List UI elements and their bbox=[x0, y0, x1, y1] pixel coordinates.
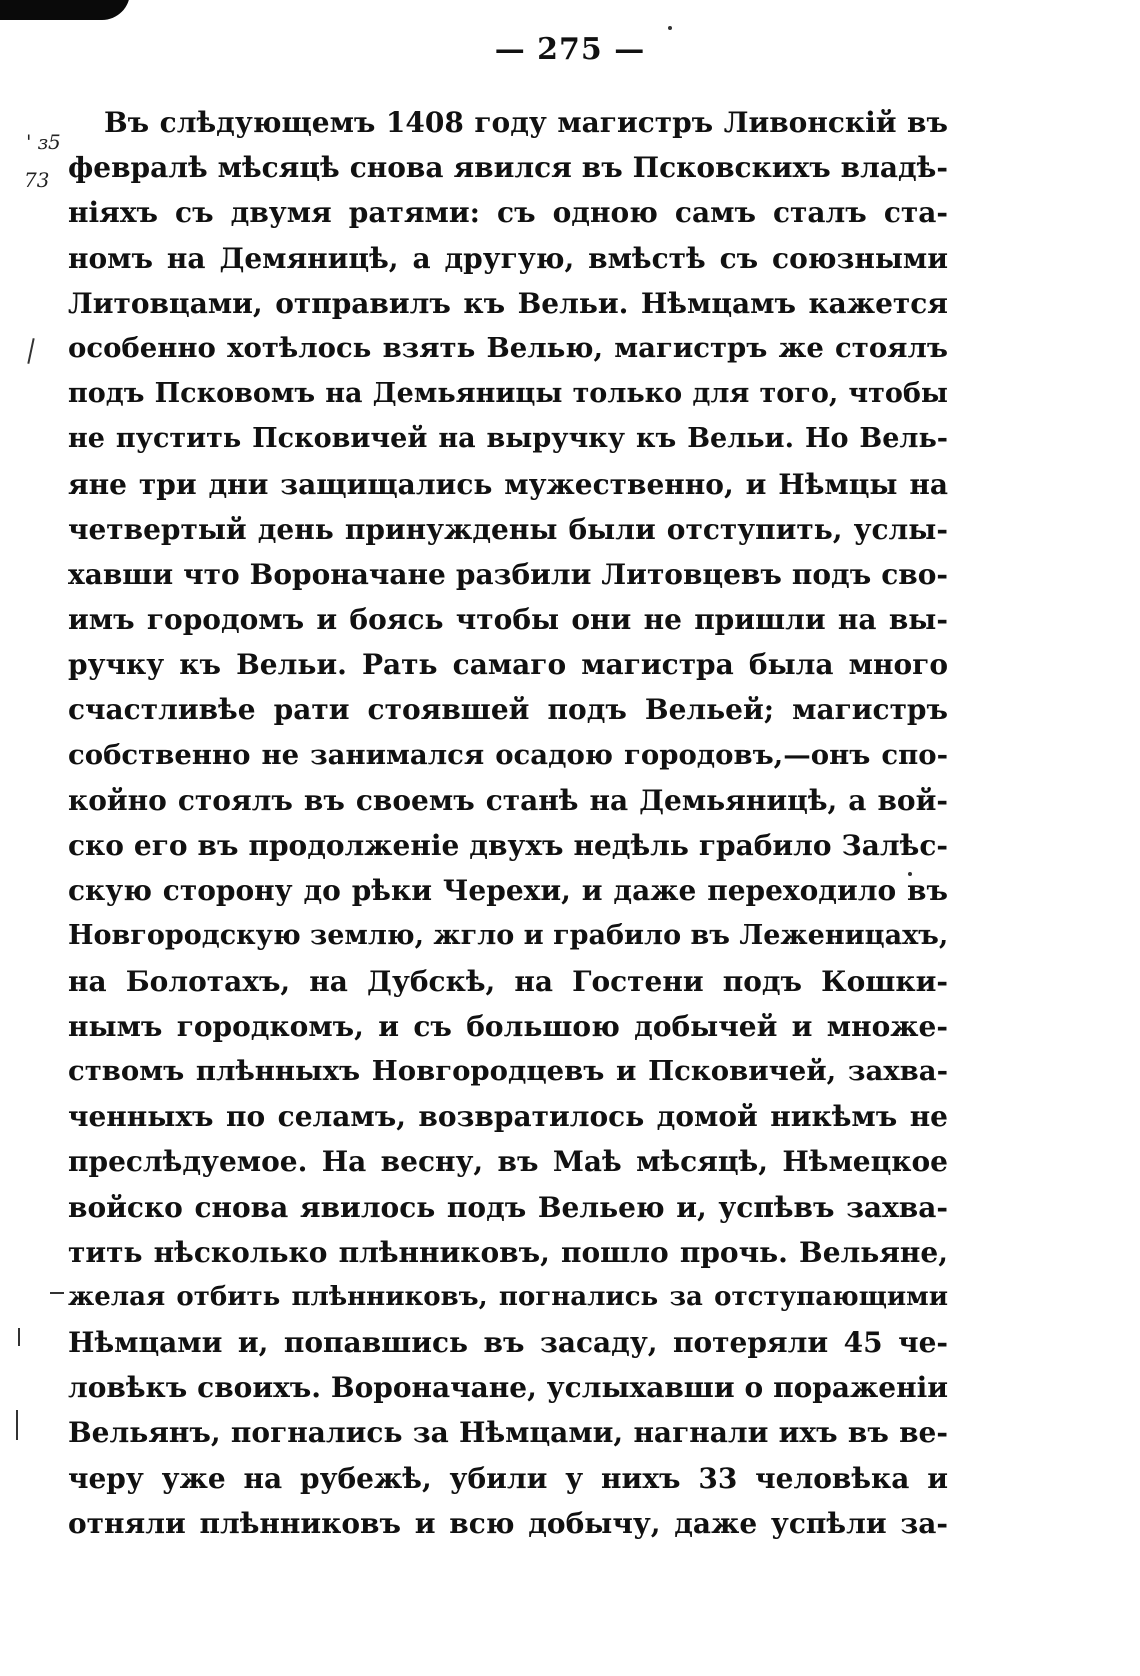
text-line: войско снова явилось подъ Вельею и, успѣвъ захва- bbox=[68, 1190, 948, 1224]
text-line: на Болотахъ, на Дубскѣ, на Гостени подъ Кошки- bbox=[68, 964, 948, 998]
text-line: номъ на Демяницѣ, а другую, вмѣстѣ съ союзными bbox=[68, 241, 948, 275]
text-line: Вельянъ, погнались за Нѣмцами, нагнали ихъ въ ве- bbox=[68, 1416, 948, 1450]
text-line: Литовцами, отправилъ къ Вельи. Нѣмцамъ кажется bbox=[68, 286, 948, 320]
text-line: февралѣ мѣсяцѣ снова явился въ Псковскихъ владѣ- bbox=[68, 151, 948, 185]
text-line: собственно не занимался осадою городовъ,—онъ спо- bbox=[68, 738, 948, 771]
text-line: яне три дни защищались мужественно, и Нѣмцы на bbox=[68, 467, 948, 501]
margin-mark bbox=[18, 1328, 20, 1346]
text-line: счастливѣе рати стоявшей подъ Вельей; магистръ bbox=[68, 693, 948, 727]
ink-speck bbox=[668, 26, 672, 30]
text-line: ловѣкъ своихъ. Вороначане, услыхавши о пораженіи bbox=[68, 1371, 948, 1405]
margin-note-2: 73 bbox=[24, 168, 50, 192]
margin-note-1: ' ɜ5 bbox=[26, 130, 61, 154]
text-line: черу уже на рубежѣ, убили у нихъ 33 человѣка и bbox=[68, 1461, 948, 1495]
text-line: Новгородскую землю, жгло и грабило въ Леженицахъ, bbox=[68, 920, 948, 952]
margin-mark bbox=[16, 1410, 18, 1440]
text-line: ченныхъ по селамъ, возвратилось домой никѣмъ не bbox=[68, 1100, 948, 1134]
text-line: ствомъ плѣнныхъ Новгородцевъ и Псковичей, захва- bbox=[68, 1054, 948, 1087]
text-line: ручку къ Вельи. Рать самаго магистра была много bbox=[68, 648, 948, 682]
body-text bbox=[68, 100, 948, 1546]
text-line: Въ слѣдующемъ 1408 году магистръ Ливонскій въ bbox=[104, 106, 948, 139]
text-line: не пустить Псковичей на выручку къ Вельи. Но Вель- bbox=[68, 423, 948, 455]
margin-mark bbox=[50, 1292, 64, 1294]
page-number: — 275 — bbox=[494, 32, 646, 67]
text-line: скую сторону до рѣки Черехи, и даже переходило въ bbox=[68, 874, 948, 908]
margin-mark bbox=[27, 338, 34, 364]
text-line: имъ городомъ и боясь чтобы они не пришли на вы- bbox=[68, 603, 948, 637]
text-line: нымъ городкомъ, и съ большою добычей и множе- bbox=[68, 1009, 948, 1043]
text-line: четвертый день принуждены были отступить, услы- bbox=[68, 512, 948, 546]
text-line: отняли плѣнниковъ и всю добычу, даже успѣли за- bbox=[68, 1506, 948, 1540]
text-line: желая отбить плѣнниковъ, погнались за отступающими bbox=[68, 1281, 948, 1312]
text-line: особенно хотѣлось взять Велью, магистръ же стоялъ bbox=[68, 331, 948, 364]
text-line: ско его въ продолженіе двухъ недѣль грабило Залѣс- bbox=[68, 829, 948, 862]
text-line: Нѣмцами и, попавшись въ засаду, потеряли 45 че- bbox=[68, 1326, 948, 1360]
text-line: преслѣдуемое. На весну, въ Маѣ мѣсяцѣ, Нѣмецкое bbox=[68, 1145, 948, 1179]
text-line: койно стоялъ въ своемъ станѣ на Демьяницѣ, а вой- bbox=[68, 783, 948, 817]
text-line: ніяхъ съ двумя ратями: съ одною самъ сталъ ста- bbox=[68, 196, 948, 230]
text-line: подъ Псковомъ на Демьяницы только для того, чтобы bbox=[68, 378, 948, 410]
text-line: тить нѣсколько плѣнниковъ, пошло прочь. Вельяне, bbox=[68, 1235, 948, 1269]
ink-blot bbox=[0, 0, 130, 20]
text-line: хавши что Вороначане разбили Литовцевъ подъ сво- bbox=[68, 557, 948, 591]
